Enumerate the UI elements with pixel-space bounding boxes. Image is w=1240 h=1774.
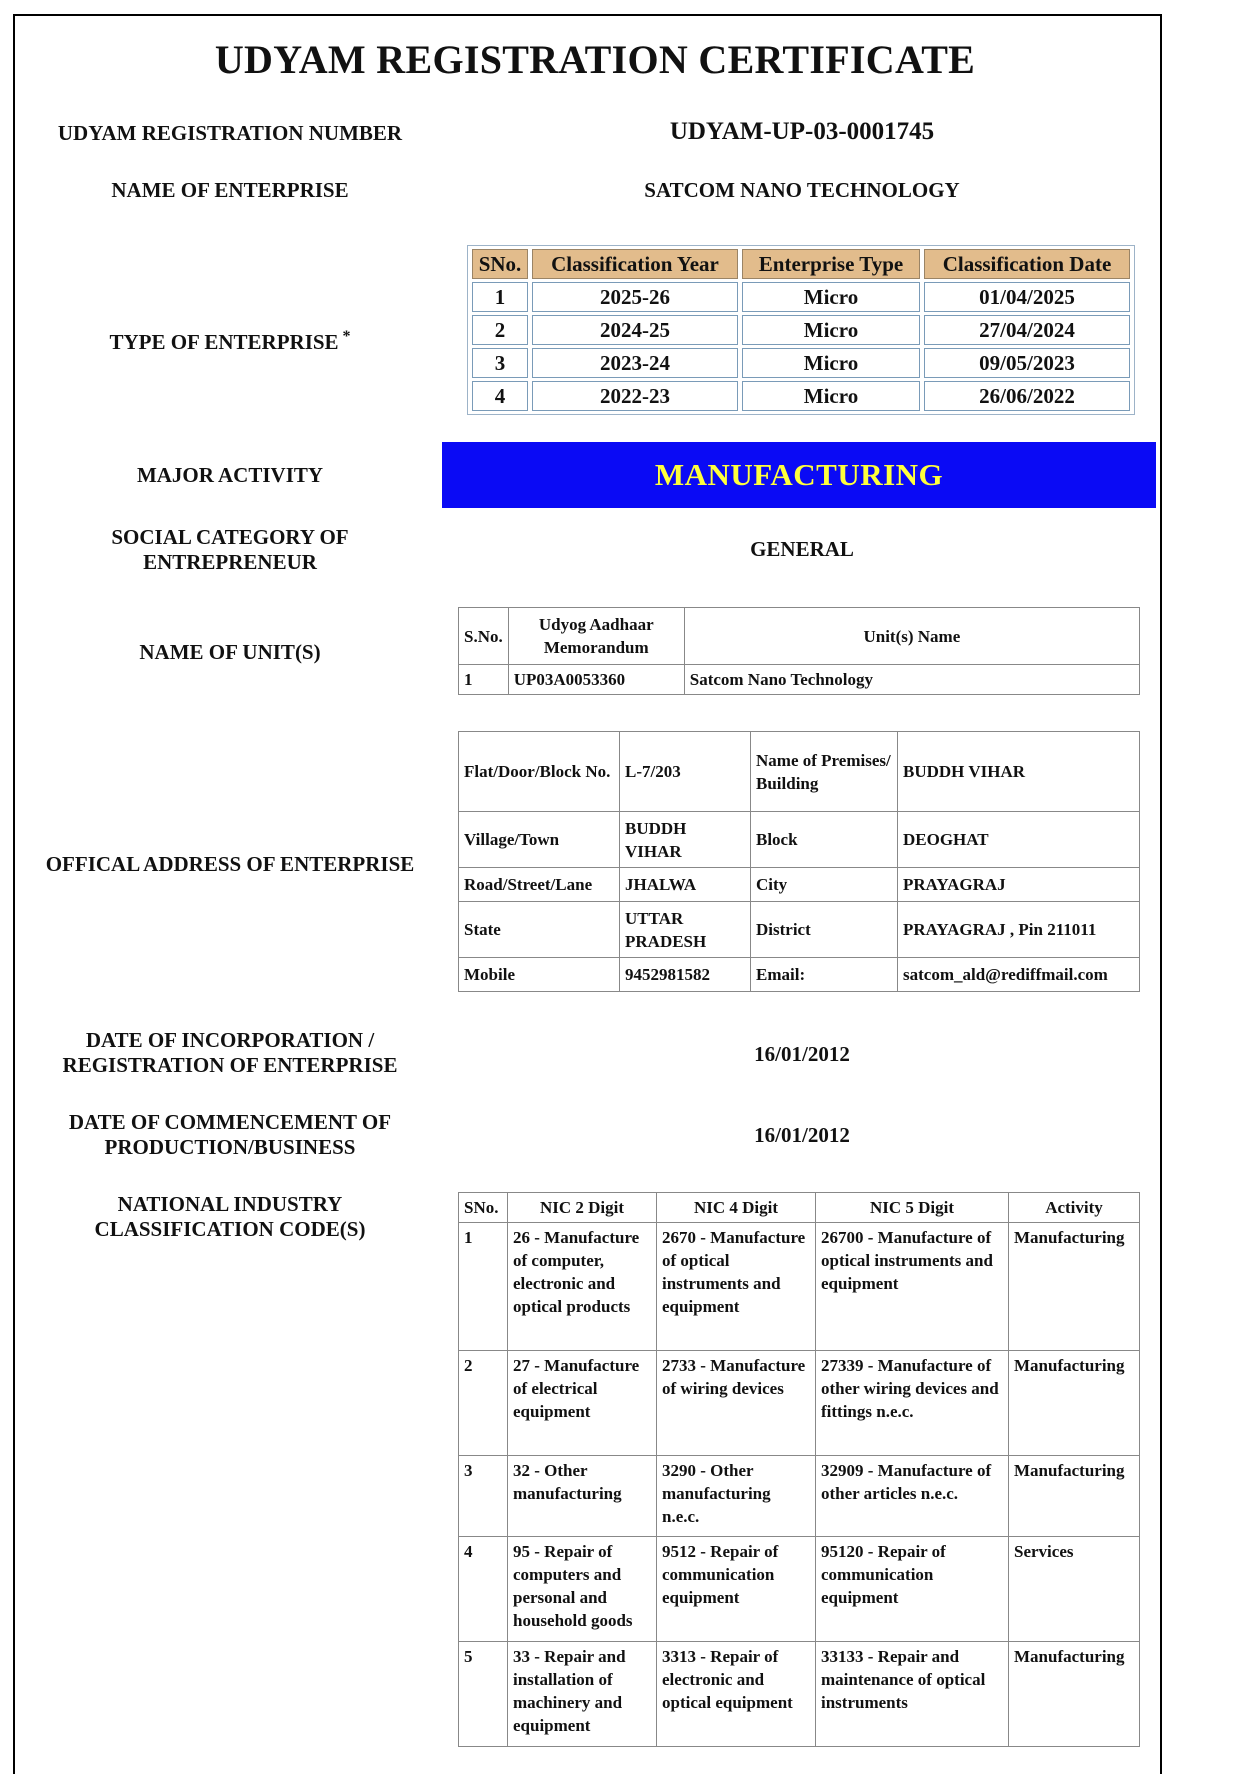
table-cell: Manufacturing bbox=[1009, 1351, 1140, 1456]
units-header: Unit(s) Name bbox=[684, 608, 1139, 665]
incorporation-label-line2: REGISTRATION OF ENTERPRISE bbox=[62, 1053, 398, 1077]
commencement-date-value: 16/01/2012 bbox=[754, 1123, 850, 1147]
table-cell: 26/06/2022 bbox=[924, 381, 1130, 411]
table-row bbox=[459, 1456, 1140, 1537]
nic-header-row bbox=[459, 1193, 1140, 1223]
table-row bbox=[459, 958, 1140, 992]
table-cell: Manufacturing bbox=[1009, 1642, 1140, 1747]
table-cell: 3 bbox=[459, 1456, 508, 1537]
table-cell: 32 - Other manufacturing bbox=[508, 1456, 657, 1537]
table-row bbox=[459, 732, 1140, 812]
enterprise-name-label: NAME OF ENTERPRISE bbox=[111, 178, 349, 202]
nic-header: NIC 2 Digit bbox=[508, 1193, 657, 1223]
table-cell: 33133 - Repair and maintenance of optical instruments bbox=[816, 1642, 1009, 1747]
address-table bbox=[458, 731, 1140, 992]
table-cell: 32909 - Manufacture of other articles n.e.c. bbox=[816, 1456, 1009, 1537]
table-cell: Village/Town bbox=[459, 812, 620, 868]
units-header-row bbox=[459, 608, 1140, 665]
table-cell: 95 - Repair of computers and personal and household goods bbox=[508, 1537, 657, 1642]
nic-header: NIC 4 Digit bbox=[657, 1193, 816, 1223]
table-cell: BUDDH VIHAR bbox=[620, 812, 751, 868]
table-cell: District bbox=[751, 902, 898, 958]
table-cell: State bbox=[459, 902, 620, 958]
table-cell: 9452981582 bbox=[620, 958, 751, 992]
table-row bbox=[459, 868, 1140, 902]
social-category-label-line2: ENTREPRENEUR bbox=[143, 550, 317, 574]
table-cell: 9512 - Repair of communication equipment bbox=[657, 1537, 816, 1642]
table-cell: BUDDH VIHAR bbox=[898, 732, 1140, 812]
table-cell: Name of Premises/ Building bbox=[751, 732, 898, 812]
classification-header: Classification Date bbox=[924, 249, 1130, 279]
table-cell: 3313 - Repair of electronic and optical equipment bbox=[657, 1642, 816, 1747]
table-cell: Micro bbox=[742, 282, 920, 312]
table-row bbox=[459, 812, 1140, 868]
table-cell: 2 bbox=[472, 315, 528, 345]
enterprise-name-value: SATCOM NANO TECHNOLOGY bbox=[644, 178, 960, 202]
registration-number-value: UDYAM-UP-03-0001745 bbox=[669, 118, 935, 145]
table-cell: 33 - Repair and installation of machinery and equipment bbox=[508, 1642, 657, 1747]
table-cell: Micro bbox=[742, 348, 920, 378]
table-cell: 01/04/2025 bbox=[924, 282, 1130, 312]
commencement-label-line1: DATE OF COMMENCEMENT OF bbox=[68, 1110, 392, 1134]
table-cell: 1 bbox=[472, 282, 528, 312]
table-cell: 26 - Manufacture of computer, electronic and optical products bbox=[508, 1223, 657, 1351]
table-cell: Micro bbox=[742, 315, 920, 345]
table-cell: satcom_ald@rediffmail.com bbox=[898, 958, 1140, 992]
table-cell: 2025-26 bbox=[532, 282, 738, 312]
table-row bbox=[459, 1642, 1140, 1747]
table-cell: PRAYAGRAJ , Pin 211011 bbox=[898, 902, 1140, 958]
certificate-title: UDYAM REGISTRATION CERTIFICATE bbox=[214, 37, 976, 82]
address-label: OFFICAL ADDRESS OF ENTERPRISE bbox=[45, 852, 415, 876]
social-category-label bbox=[30, 525, 430, 575]
classification-header: SNo. bbox=[472, 249, 528, 279]
table-cell: 1 bbox=[459, 665, 509, 695]
table-cell: 2023-24 bbox=[532, 348, 738, 378]
units-header: Udyog Aadhaar Memorandum bbox=[508, 608, 684, 665]
social-category-value: GENERAL bbox=[750, 537, 854, 561]
table-cell: 27339 - Manufacture of other wiring devices and fittings n.e.c. bbox=[816, 1351, 1009, 1456]
table-cell: Manufacturing bbox=[1009, 1223, 1140, 1351]
table-cell: Manufacturing bbox=[1009, 1456, 1140, 1537]
table-row bbox=[459, 1223, 1140, 1351]
table-cell: UTTAR PRADESH bbox=[620, 902, 751, 958]
nic-header: Activity bbox=[1009, 1193, 1140, 1223]
type-of-enterprise-text: TYPE OF ENTERPRISE bbox=[109, 330, 339, 354]
table-cell: 5 bbox=[459, 1642, 508, 1747]
table-cell: 2022-23 bbox=[532, 381, 738, 411]
incorporation-label-line1: DATE OF INCORPORATION / bbox=[85, 1028, 375, 1052]
registration-number-label: UDYAM REGISTRATION NUMBER bbox=[57, 121, 403, 145]
units-header: S.No. bbox=[459, 608, 509, 665]
nic-label bbox=[30, 1192, 430, 1242]
nic-table bbox=[458, 1192, 1140, 1747]
nic-label-line1: NATIONAL INDUSTRY bbox=[117, 1192, 343, 1216]
table-cell: 3290 - Other manufacturing n.e.c. bbox=[657, 1456, 816, 1537]
table-cell: L-7/203 bbox=[620, 732, 751, 812]
table-cell: DEOGHAT bbox=[898, 812, 1140, 868]
table-cell: 1 bbox=[459, 1223, 508, 1351]
table-row bbox=[472, 282, 1130, 312]
table-row bbox=[472, 381, 1130, 411]
table-cell: 26700 - Manufacture of optical instruments and equipment bbox=[816, 1223, 1009, 1351]
major-activity-label: MAJOR ACTIVITY bbox=[136, 463, 324, 487]
units-table bbox=[458, 607, 1140, 695]
table-cell: Services bbox=[1009, 1537, 1140, 1642]
classification-header-row bbox=[472, 249, 1130, 279]
table-cell: 2024-25 bbox=[532, 315, 738, 345]
table-cell: UP03A0053360 bbox=[508, 665, 684, 695]
table-cell: 2670 - Manufacture of optical instruments and equipment bbox=[657, 1223, 816, 1351]
table-row bbox=[459, 902, 1140, 958]
table-cell: 4 bbox=[472, 381, 528, 411]
table-cell: 3 bbox=[472, 348, 528, 378]
table-cell: Road/Street/Lane bbox=[459, 868, 620, 902]
classification-header: Enterprise Type bbox=[742, 249, 920, 279]
table-row bbox=[459, 665, 1140, 695]
table-cell: 4 bbox=[459, 1537, 508, 1642]
nic-header: NIC 5 Digit bbox=[816, 1193, 1009, 1223]
classification-table bbox=[467, 245, 1135, 415]
commencement-label bbox=[30, 1110, 430, 1160]
table-row bbox=[459, 1537, 1140, 1642]
table-cell: PRAYAGRAJ bbox=[898, 868, 1140, 902]
table-cell: Mobile bbox=[459, 958, 620, 992]
table-cell: 2 bbox=[459, 1351, 508, 1456]
table-cell: 09/05/2023 bbox=[924, 348, 1130, 378]
table-cell: Satcom Nano Technology bbox=[684, 665, 1139, 695]
table-cell: Flat/Door/Block No. bbox=[459, 732, 620, 812]
table-row bbox=[472, 315, 1130, 345]
table-cell: 95120 - Repair of communication equipment bbox=[816, 1537, 1009, 1642]
table-cell: 27 - Manufacture of electrical equipment bbox=[508, 1351, 657, 1456]
nic-label-line2: CLASSIFICATION CODE(S) bbox=[94, 1217, 366, 1241]
table-row bbox=[459, 1351, 1140, 1456]
asterisk-mark: * bbox=[342, 328, 351, 345]
classification-header: Classification Year bbox=[532, 249, 738, 279]
incorporation-label bbox=[30, 1028, 430, 1078]
table-cell: JHALWA bbox=[620, 868, 751, 902]
table-cell: City bbox=[751, 868, 898, 902]
units-label: NAME OF UNIT(S) bbox=[139, 640, 321, 664]
table-cell: 2733 - Manufacture of wiring devices bbox=[657, 1351, 816, 1456]
table-row bbox=[472, 348, 1130, 378]
incorporation-date-value: 16/01/2012 bbox=[754, 1042, 850, 1066]
major-activity-banner: MANUFACTURING bbox=[442, 442, 1156, 508]
table-cell: Block bbox=[751, 812, 898, 868]
type-of-enterprise-label bbox=[30, 324, 430, 355]
table-cell: Micro bbox=[742, 381, 920, 411]
social-category-label-line1: SOCIAL CATEGORY OF bbox=[111, 525, 349, 549]
nic-header: SNo. bbox=[459, 1193, 508, 1223]
commencement-label-line2: PRODUCTION/BUSINESS bbox=[104, 1135, 356, 1159]
table-cell: 27/04/2024 bbox=[924, 315, 1130, 345]
table-cell: Email: bbox=[751, 958, 898, 992]
